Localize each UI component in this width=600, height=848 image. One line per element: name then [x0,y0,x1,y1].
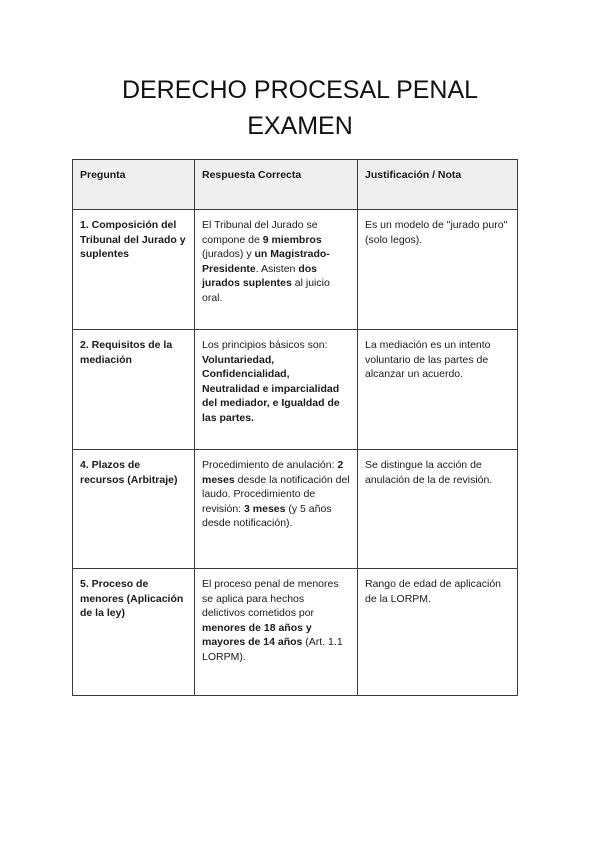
table-row [73,569,518,696]
question-cell: 5. Proceso de menores (Aplicación de la ley) [73,569,195,696]
answer-text: al juicio oral. [202,277,330,304]
answer-text: desde la notificación del laudo. Procedimiento de revisión: [202,473,350,515]
answer-bold-text: 9 miembros [262,233,322,246]
answer-text: Los principios básicos son: [202,339,328,351]
answer-text: (y 5 años desde notificación). [202,502,332,530]
header-respuesta: Respuesta Correcta [195,160,358,210]
answer-text: (Art. 1.1 LORPM). [202,636,343,663]
question-cell: 4. Plazos de recursos (Arbitraje) [73,450,195,569]
answer-bold-text: un Magistrado-Presidente [202,248,330,275]
title-line-1: DERECHO PROCESAL PENAL [121,76,479,104]
table-row [73,330,518,450]
answer-text: El Tribunal del Jurado se compone de [202,219,318,246]
answer-cell [195,330,358,450]
table-row [73,210,518,330]
answer-text: . Asisten [255,262,299,275]
note-cell: Es un modelo de "jurado puro" (solo legos). [358,210,518,330]
document-title [0,72,600,144]
answer-bold-text: dos jurados suplentes [202,262,317,290]
answer-bold-text: 3 meses [244,502,286,515]
note-cell: La mediación es un intento voluntario de las partes de alcanzar un acuerdo. [358,330,518,450]
note-cell: Se distingue la acción de anulación de la de revisión. [358,450,518,569]
question-cell: 2. Requisitos de la mediación [73,330,195,450]
table-header-row [73,160,518,210]
header-pregunta: Pregunta [73,160,195,210]
answer-cell [195,569,358,696]
exam-table [72,159,518,696]
title-line-2: EXAMEN [247,112,353,140]
note-cell: Rango de edad de aplicación de la LORPM. [358,569,518,696]
answer-text: (jurados) y [202,248,255,261]
answer-cell [195,450,358,569]
answer-bold-text: menores de 18 años y mayores de 14 años [202,621,312,649]
header-justificacion: Justificación / Nota [358,160,518,210]
question-cell: 1. Composición del Tribunal del Jurado y suplentes [73,210,195,330]
answer-text: El proceso penal de menores se aplica para hechos delictivos cometidos por [202,578,339,620]
answer-text: Procedimiento de anulación: [202,459,338,471]
answer-cell [195,210,358,330]
answer-bold-text: 2 meses [202,459,344,486]
table-row [73,450,518,569]
answer-bold-text: Voluntariedad, Confidencialidad, Neutralidad e imparcialidad del mediador, e Igualdad de las partes. [202,353,340,424]
